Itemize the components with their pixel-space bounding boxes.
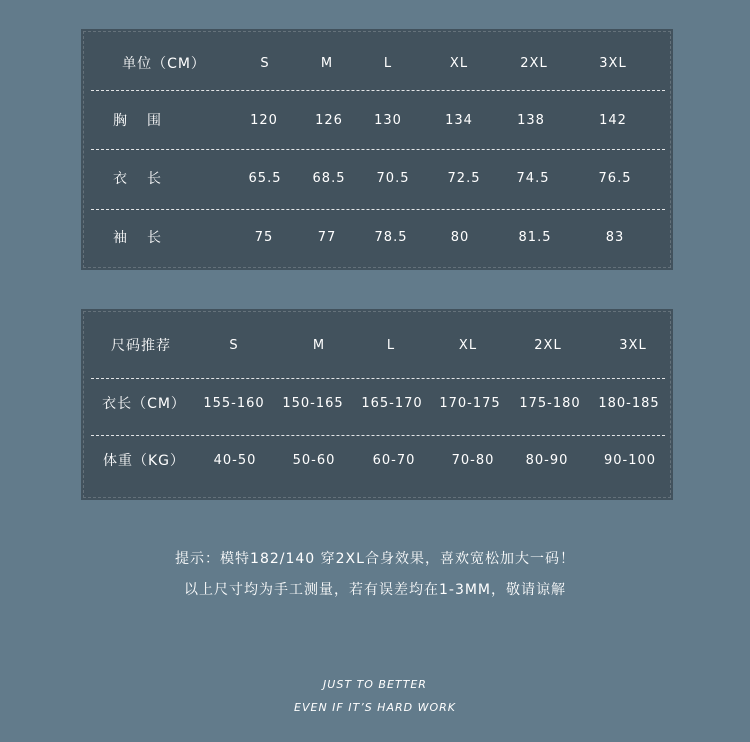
header-size-xl: XL: [458, 338, 478, 353]
row-divider: [91, 378, 665, 379]
table-cell: 50-60: [292, 453, 336, 468]
table-cell: 134: [445, 113, 473, 128]
row-divider: [91, 90, 665, 91]
table-cell: 68.5: [312, 171, 346, 186]
fit-tip-text: 提示：模特182/140 穿2XL合身效果，喜欢宽松加大一码！: [175, 551, 575, 567]
table-cell: 175-180: [519, 396, 581, 411]
table-cell: 80: [450, 230, 470, 245]
table-cell: 155-160: [203, 396, 265, 411]
header-recommend: 尺码推荐: [111, 338, 171, 354]
table-cell: 130: [374, 113, 402, 128]
size-recommendation-table: [81, 309, 673, 500]
table-cell: 138: [517, 113, 545, 128]
table-cell: 170-175: [439, 396, 501, 411]
row-label-sleeve: 袖长: [113, 230, 181, 246]
table-cell: 65.5: [248, 171, 282, 186]
slogan-line-1: JUST TO BETTER: [323, 678, 427, 691]
header-size-l: L: [386, 338, 396, 353]
table-header-row: [81, 336, 673, 356]
table-cell: 74.5: [516, 171, 550, 186]
slogan-line-2: EVEN IF IT’S HARD WORK: [294, 701, 456, 714]
table-cell: 76.5: [598, 171, 632, 186]
table-cell: 83: [605, 230, 625, 245]
header-size-xl: XL: [449, 56, 469, 71]
header-size-2xl: 2XL: [534, 338, 562, 353]
header-size-3xl: 3XL: [619, 338, 647, 353]
table-cell: 120: [250, 113, 278, 128]
table-row: [81, 228, 673, 248]
table-cell: 72.5: [447, 171, 481, 186]
header-size-3xl: 3XL: [599, 56, 627, 71]
table-header-row: [81, 54, 673, 74]
size-chart-table: [81, 29, 673, 270]
table-cell: 80-90: [525, 453, 569, 468]
table-row: [81, 169, 673, 189]
table-cell: 142: [599, 113, 627, 128]
table-cell: 70-80: [451, 453, 495, 468]
table-cell: 81.5: [518, 230, 552, 245]
row-divider: [91, 209, 665, 210]
header-size-s: S: [260, 56, 270, 71]
row-label-chest: 胸围: [113, 113, 181, 129]
row-label-height: 衣长（CM）: [102, 396, 186, 412]
table-row: [81, 451, 673, 471]
row-label-length: 衣长: [113, 171, 181, 187]
table-cell: 40-50: [213, 453, 257, 468]
table-cell: 150-165: [282, 396, 344, 411]
table-row: [81, 394, 673, 414]
table-cell: 90-100: [603, 453, 657, 468]
header-size-s: S: [229, 338, 239, 353]
table-cell: 60-70: [372, 453, 416, 468]
header-size-l: L: [383, 56, 393, 71]
header-size-2xl: 2XL: [520, 56, 548, 71]
table-cell: 78.5: [374, 230, 408, 245]
header-size-m: M: [320, 56, 334, 71]
table-row: [81, 111, 673, 131]
table-cell: 77: [317, 230, 337, 245]
row-divider: [91, 149, 665, 150]
table-cell: 165-170: [361, 396, 423, 411]
row-label-weight: 体重（KG）: [102, 453, 186, 469]
table-cell: 180-185: [598, 396, 660, 411]
row-divider: [91, 435, 665, 436]
table-cell: 75: [254, 230, 274, 245]
table-cell: 126: [315, 113, 343, 128]
header-size-m: M: [312, 338, 326, 353]
table-cell: 70.5: [376, 171, 410, 186]
header-unit: 单位（CM）: [122, 56, 206, 72]
measurement-disclaimer-text: 以上尺寸均为手工测量，若有误差均在1-3MM，敬请谅解: [183, 582, 567, 598]
